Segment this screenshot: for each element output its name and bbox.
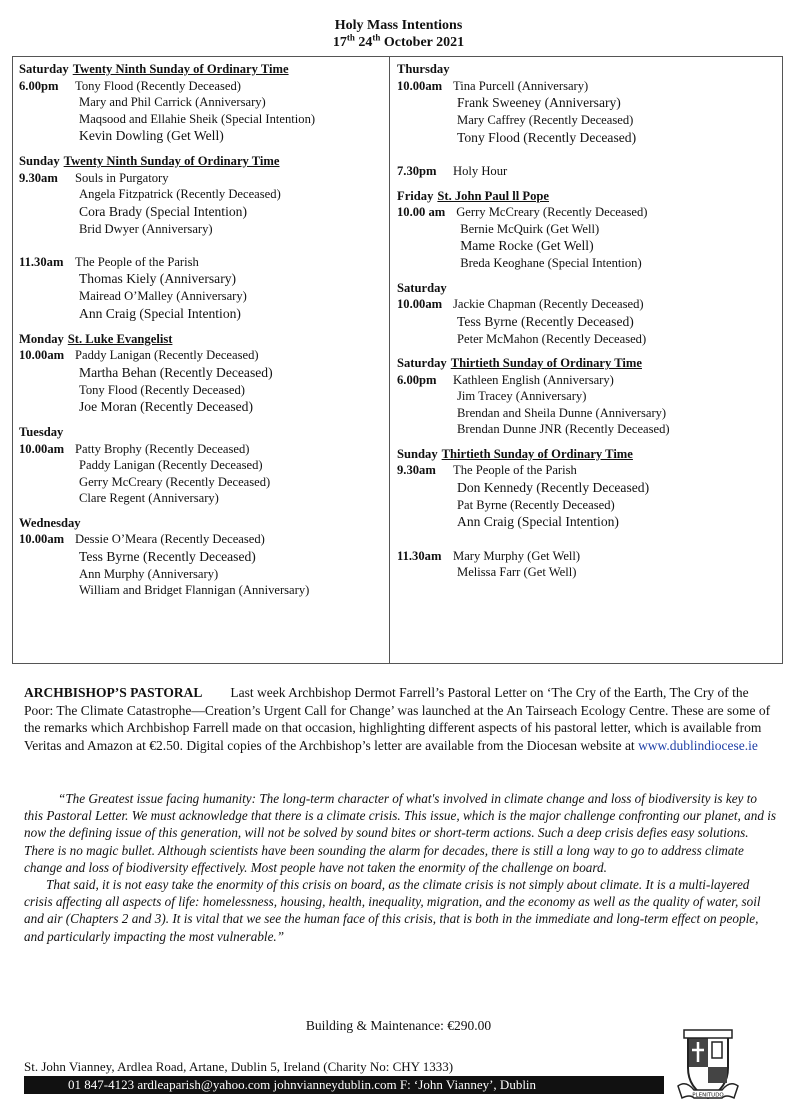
diocese-link[interactable]: www.dublindiocese.ie xyxy=(638,737,758,753)
intention-row xyxy=(397,78,777,95)
day-name: Monday xyxy=(19,331,64,346)
mass-time: 11.30am xyxy=(397,548,442,563)
intention-text: Souls in Purgatory xyxy=(75,170,169,185)
intention-row xyxy=(397,564,777,581)
left-column xyxy=(19,61,383,607)
intention-row xyxy=(19,170,383,187)
intention-text: Tony Flood (Recently Deceased) xyxy=(79,382,245,397)
day-heading xyxy=(19,515,383,532)
contact-bar: 01 847-4123 ardleaparish@yahoo.com johnvianneydublin.com F: ‘John Vianney’, Dublin xyxy=(24,1076,664,1094)
intention-text: Frank Sweeney (Anniversary) xyxy=(457,95,621,110)
day-name: Tuesday xyxy=(19,425,64,439)
intention-text: Angela Fitzpatrick (Recently Deceased) xyxy=(79,187,281,201)
intention-text: Paddy Lanigan (Recently Deceased) xyxy=(79,458,263,472)
intention-row xyxy=(19,94,383,111)
intention-text: Brid Dwyer (Anniversary) xyxy=(79,221,213,236)
day-section xyxy=(19,153,383,323)
intention-text: Martha Behan (Recently Deceased) xyxy=(79,364,273,380)
feast-name: Twenty Ninth Sunday of Ordinary Time xyxy=(72,62,289,76)
column-divider xyxy=(389,57,390,663)
intention-row xyxy=(19,398,383,416)
pastoral-paragraph xyxy=(24,684,776,754)
intention-text: Jim Tracey (Anniversary) xyxy=(457,389,587,403)
intention-text: Gerry McCreary (Recently Deceased) xyxy=(79,474,271,489)
feast-name: Twenty Ninth Sunday of Ordinary Time xyxy=(63,154,280,168)
intention-text: Mairead O’Malley (Anniversary) xyxy=(79,289,247,303)
spacer xyxy=(19,237,383,254)
intention-text: Peter McMahon (Recently Deceased) xyxy=(457,331,647,346)
mass-intentions-table xyxy=(12,56,783,664)
day-section xyxy=(19,331,383,417)
page-title: Holy Mass Intentions xyxy=(334,18,463,33)
intention-row xyxy=(19,127,383,145)
day-heading xyxy=(397,446,777,463)
intention-text: Melissa Farr (Get Well) xyxy=(457,565,577,579)
intention-row xyxy=(19,270,383,288)
day-name: Thursday xyxy=(397,62,450,76)
mass-time: 7.30pm xyxy=(397,164,437,178)
intention-row xyxy=(19,186,383,203)
intention-row xyxy=(397,237,777,255)
mass-time: 10.00 am xyxy=(397,205,446,219)
right-column xyxy=(397,61,777,589)
mass-time: 6.00pm xyxy=(397,372,437,387)
intention-text: Ann Craig (Special Intention) xyxy=(457,514,619,529)
day-name: Sunday xyxy=(397,446,438,461)
intention-row xyxy=(397,221,777,238)
day-section xyxy=(19,515,383,599)
day-section xyxy=(397,280,777,348)
intention-text: Thomas Kiely (Anniversary) xyxy=(79,271,237,286)
day-heading xyxy=(19,61,383,78)
intention-row xyxy=(19,221,383,238)
day-name: Saturday xyxy=(19,62,69,76)
pastoral-quote xyxy=(24,790,776,945)
intention-row xyxy=(397,112,777,129)
intention-text: Tess Byrne (Recently Deceased) xyxy=(457,313,634,329)
intention-row xyxy=(397,513,777,531)
feast-name: St. Luke Evangelist xyxy=(67,331,173,346)
intention-text: Brendan Dunne JNR (Recently Deceased) xyxy=(457,422,670,436)
intention-row xyxy=(19,582,383,599)
mass-time: 10.00am xyxy=(19,348,65,362)
intention-row xyxy=(19,490,383,507)
intention-row xyxy=(397,462,777,479)
parish-address: St. John Vianney, Ardlea Road, Artane, Dublin 5, Ireland (Charity No: CHY 1333) xyxy=(24,1059,454,1074)
intention-text: Breda Keoghane (Special Intention) xyxy=(460,256,642,270)
intention-text: Mary and Phil Carrick (Anniversary) xyxy=(79,95,266,109)
intention-text: Bernie McQuirk (Get Well) xyxy=(460,221,600,236)
intention-text: Mame Rocke (Get Well) xyxy=(460,238,594,253)
intention-row xyxy=(397,94,777,112)
mass-time: 10.00am xyxy=(19,441,65,456)
mass-time: 9.30am xyxy=(19,170,58,185)
intention-text: Tina Purcell (Anniversary) xyxy=(453,78,589,93)
intention-row xyxy=(397,372,777,389)
mass-time: 10.00am xyxy=(19,532,65,546)
intention-row xyxy=(19,111,383,128)
intention-text: Tony Flood (Recently Deceased) xyxy=(75,78,241,93)
intention-row xyxy=(19,382,383,399)
intention-text: Ann Craig (Special Intention) xyxy=(79,305,241,321)
intention-row xyxy=(397,497,777,514)
intention-row xyxy=(19,474,383,491)
intention-text: Kathleen English (Anniversary) xyxy=(453,372,614,387)
date-range: 17th 24th October 2021 xyxy=(332,32,465,50)
building-maintenance-total: Building & Maintenance: €290.00 xyxy=(305,1018,492,1033)
day-section xyxy=(397,355,777,438)
intention-text: The People of the Parish xyxy=(75,254,199,269)
day-name: Saturday xyxy=(397,356,447,370)
intention-row xyxy=(19,531,383,548)
intention-row xyxy=(397,479,777,497)
day-heading xyxy=(397,280,777,297)
intention-text: Mary Murphy (Get Well) xyxy=(453,548,581,563)
intention-row xyxy=(397,296,777,313)
day-section xyxy=(19,424,383,507)
intention-text: Jackie Chapman (Recently Deceased) xyxy=(453,297,644,311)
day-section xyxy=(397,188,777,272)
svg-text:PLENITUDO: PLENITUDO xyxy=(692,1092,724,1099)
intention-row xyxy=(19,566,383,583)
day-name: Wednesday xyxy=(19,515,81,530)
mass-time: 11.30am xyxy=(19,254,64,269)
date-end: 24 xyxy=(358,35,373,50)
day-name: Saturday xyxy=(397,280,447,295)
intention-row xyxy=(397,421,777,438)
intention-text: The People of the Parish xyxy=(453,463,577,477)
intention-text: Maqsood and Ellahie Sheik (Special Intention) xyxy=(79,111,316,126)
intention-row xyxy=(397,255,777,272)
quote-paragraph-1: “The Greatest issue facing humanity: The long-term character of what's involved in climate change and loss of biodiversity is key to this Pastoral Letter. We must acknowledge that there is a climate crisis. This issue, which is the major challenge confronting our planet, and is now the defining issue of this generation, will not be solved by sound bites or short-term actions. Such a deep crisis defies easy solutions. There is no magic bullet. Although scientists have been sounding the alarm for decades, there is still a long way to go to address climate change and loss of biodiversity effectively. Most people have not taken the enormity of the challenge on board. xyxy=(24,791,777,875)
day-heading xyxy=(397,355,777,372)
intention-text: Pat Byrne (Recently Deceased) xyxy=(457,497,615,512)
intention-row xyxy=(19,203,383,221)
day-section xyxy=(397,446,777,581)
intention-text: Ann Murphy (Anniversary) xyxy=(79,566,219,581)
intention-text: Kevin Dowling (Get Well) xyxy=(79,128,224,143)
intention-text: Tony Flood (Recently Deceased) xyxy=(457,129,637,145)
intention-row xyxy=(19,254,383,271)
intention-row xyxy=(19,305,383,323)
parish-crest-logo xyxy=(676,1028,740,1104)
intention-row xyxy=(19,288,383,305)
mass-time: 10.00am xyxy=(397,297,443,311)
day-heading xyxy=(397,61,777,78)
intention-row xyxy=(397,331,777,348)
day-section xyxy=(19,61,383,145)
spacer xyxy=(397,147,777,164)
intention-text: Tess Byrne (Recently Deceased) xyxy=(79,548,256,564)
day-name: Friday xyxy=(397,188,434,203)
intention-text: Cora Brady (Special Intention) xyxy=(79,203,247,219)
day-heading xyxy=(19,424,383,441)
mass-time: 10.00am xyxy=(397,78,443,93)
intention-row xyxy=(397,548,777,565)
pastoral-body: Last week Archbishop Dermot Farrell’s Pastoral Letter on ‘The Cry of the Earth, The Cry of the Poor: The Climate Catastrophe—Creation’s Urgent Call for Change’ was launched at the An Tairseach Ecology Centre. These are some of the remarks which Archbishop Farrell made on that occasion, highlighting different aspects of his pastoral letter, which is available from Veritas and Amazon at €2.50. Digital copies of the Archbishop’s letter are available from the Diocesan website at xyxy=(24,685,771,753)
intention-text: Mary Caffrey (Recently Deceased) xyxy=(457,113,634,127)
spacer xyxy=(397,531,777,548)
pastoral-heading: ARCHBISHOP’S PASTORAL xyxy=(24,685,203,700)
intention-text: Patty Brophy (Recently Deceased) xyxy=(75,441,250,456)
day-section xyxy=(397,61,777,180)
intention-text: Dessie O’Meara (Recently Deceased) xyxy=(75,532,265,546)
intention-row xyxy=(19,441,383,458)
intention-text: Paddy Lanigan (Recently Deceased) xyxy=(75,348,259,362)
intention-row xyxy=(397,313,777,331)
intention-row xyxy=(19,364,383,382)
feast-name: Thirtieth Sunday of Ordinary Time xyxy=(441,446,633,461)
intention-text: Clare Regent (Anniversary) xyxy=(79,491,219,505)
intention-text: Holy Hour xyxy=(453,164,508,178)
intention-row xyxy=(397,405,777,422)
mass-time: 9.30am xyxy=(397,463,436,477)
day-heading xyxy=(19,331,383,348)
day-heading xyxy=(19,153,383,170)
intention-row xyxy=(397,388,777,405)
intention-row xyxy=(397,204,777,221)
intention-text: Joe Moran (Recently Deceased) xyxy=(79,399,253,414)
intention-text: Don Kennedy (Recently Deceased) xyxy=(457,479,650,495)
intention-text: Brendan and Sheila Dunne (Anniversary) xyxy=(457,405,667,420)
intention-row xyxy=(19,347,383,364)
mass-time: 6.00pm xyxy=(19,78,59,93)
intention-row xyxy=(397,129,777,147)
intention-text: William and Bridget Flannigan (Anniversary) xyxy=(79,583,310,597)
day-heading xyxy=(397,188,777,205)
intention-row xyxy=(397,163,777,180)
intention-row xyxy=(19,548,383,566)
intention-text: Gerry McCreary (Recently Deceased) xyxy=(456,205,648,219)
feast-name: St. John Paul ll Pope xyxy=(437,188,550,203)
feast-name: Thirtieth Sunday of Ordinary Time xyxy=(450,356,642,370)
day-name: Sunday xyxy=(19,154,60,168)
date-start: 17 xyxy=(332,35,347,50)
intention-row xyxy=(19,457,383,474)
quote-paragraph-2: That said, it is not easy take the enormity of this crisis on board, as the climate crisis is not simply about climate. It is a multi-layered crisis affecting all aspects of life: homelessness, housing, health, inequality, migration, and the economy as well as the quality of water, soil and air (Chapters 2 and 3). It is vital that we see the human face of this crisis, that is both in the immediate and long-term effect on people, and particularly impacting the most vulnerable.” xyxy=(24,877,761,944)
intention-row xyxy=(19,78,383,95)
